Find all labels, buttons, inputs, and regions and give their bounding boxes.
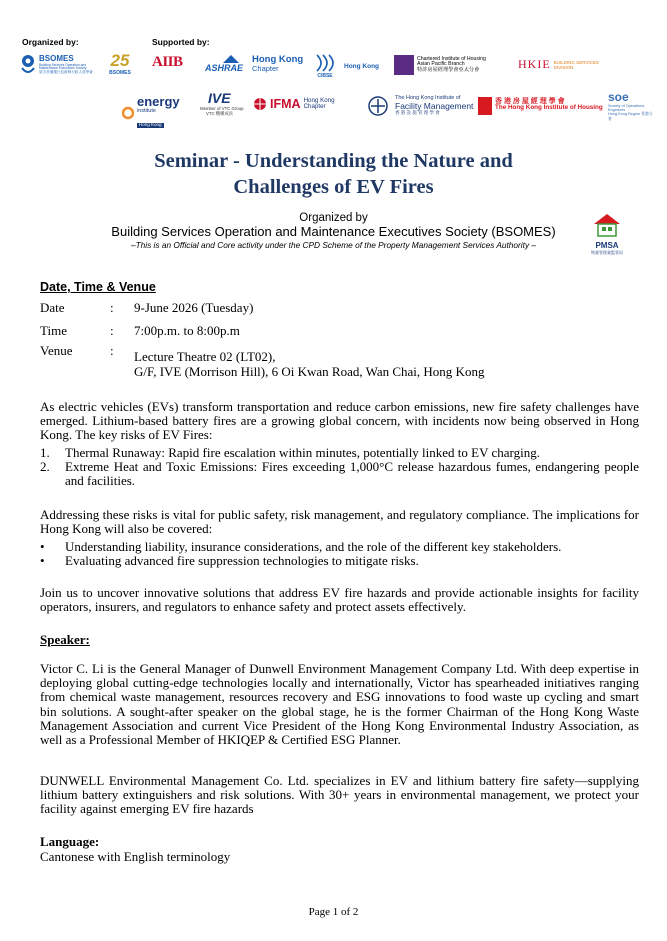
cibse-emblem-icon xyxy=(313,53,337,73)
ifma-chapter: Hong Kong xyxy=(303,96,335,104)
venue-section-heading: Date, Time & Venue xyxy=(40,280,156,294)
cih-logo xyxy=(394,55,486,75)
ifma-globe-icon xyxy=(253,97,267,111)
speaker-bio: Victor C. Li is the General Manager of Dunwell Environment Management Company Ltd. With deep expertise in deploying global cutting-edge technologies locally and internationally, Victor has spearheaded initiatives ranging from chemical waste management, resources recovery and ESG innovations to food waste up cycling and smart bin solutions. A sought-after speaker on the global stage, he is the former Chairman of the Hong Kong Waste Management Association and current Vice President of the Hong Kong Environmental Industry Association, as well as a Professional Member of HKIQEP & Certified ESG Planner. xyxy=(40,661,639,748)
cih-line1: Chartered Institute of Housing xyxy=(417,55,486,62)
ifma-logo xyxy=(253,97,335,111)
pmsa-cn: 物業管理業監管局 xyxy=(591,250,623,255)
ive-sub: Member of VTC Group xyxy=(200,106,244,111)
energy-name: energy xyxy=(137,94,180,109)
pmsa-logo xyxy=(586,213,628,256)
ashrae-logo xyxy=(205,55,303,73)
bsomes-emblem-icon xyxy=(20,54,36,76)
hkie-name: HKIE xyxy=(518,57,551,71)
organizer-name: Building Services Operation and Maintenance Executives Society (BSOMES) xyxy=(111,224,556,239)
hkih-line1: 香 港 房 屋 經 理 學 會 xyxy=(495,98,565,106)
company-paragraph: DUNWELL Environmental Management Co. Ltd. specializes in EV and lithium battery fire safety—supplying lithium battery extinguishers and risk solutions. With 30+ years in environmental management, we protect your facility against emerging EV fire hazards xyxy=(40,773,639,817)
bullet-marker: • xyxy=(40,553,45,569)
ashrae-triangle-icon xyxy=(213,55,249,63)
intro-paragraph: As electric vehicles (EVs) transform transportation and reduce carbon emissions, new fire safety challenges have emerged. Lithium-based battery fires are a growing global concern, with incidents now being observed in Hong Kong. The key risks of EV Fires: xyxy=(40,399,639,443)
cpd-note: –This is an Official and Core activity under the CPD Scheme of the Property Management Services Authority – xyxy=(130,240,537,250)
ifma-chapter2: Chapter xyxy=(303,103,326,110)
hkifm-line3: 香 港 設 施 管 理 學 會 xyxy=(395,109,440,115)
organized-by-label: Organized by: xyxy=(22,37,79,47)
hkifm-line2: Facility Management xyxy=(395,101,474,112)
risk-list xyxy=(40,446,639,489)
cih-emblem-icon xyxy=(394,55,414,75)
pmsa-house-icon xyxy=(593,213,621,237)
list-item xyxy=(40,446,639,460)
bsomes-25-logo xyxy=(106,52,134,76)
energy-sub: institute xyxy=(137,107,156,114)
list-item-text: Evaluating advanced fire suppression technologies to mitigate risks. xyxy=(65,553,419,569)
bsomes-sub-cn: 屋宇設備運行及維修行政人員學會 xyxy=(39,69,93,74)
bsomes-sub: Building Services Operation and Maintenance Executives Society xyxy=(39,62,87,71)
date-value: 9-June 2026 (Tuesday) xyxy=(134,300,254,315)
hkie-division: BUILDING SERVICES DIVISION xyxy=(553,59,599,70)
ifma-name: IFMA xyxy=(270,97,301,111)
venue-colon: : xyxy=(110,343,114,358)
pmsa-name: PMSA xyxy=(595,241,619,250)
list-item-text: Understanding liability, insurance considerations, and the role of the different key stakeholders. xyxy=(65,539,562,554)
hkih-logo xyxy=(478,97,603,115)
title-line-1: Seminar - Understanding the Nature and xyxy=(154,150,513,172)
list-marker: 1. xyxy=(40,445,50,460)
ive-name: IVE xyxy=(208,90,231,106)
soe-name: soe xyxy=(608,90,629,104)
aiib-logo xyxy=(152,54,183,71)
list-marker: 2. xyxy=(40,459,50,475)
organized-by-text: Organized by xyxy=(299,212,368,224)
soe-line1: Society of Operations Engineers xyxy=(608,104,645,112)
cibse-region: Hong Kong xyxy=(344,62,380,70)
list-item xyxy=(40,554,639,568)
date-colon: : xyxy=(110,300,114,315)
energy-institute-logo xyxy=(122,95,180,131)
list-item-text: Extreme Heat and Toxic Emissions: Fires exceeding 1,000°C release hazardous fumes, endangering people and facilities. xyxy=(65,459,639,489)
anniversary-sub: BSOMES xyxy=(109,70,131,76)
bsomes-name: BSOMES xyxy=(39,54,74,64)
speaker-heading: Speaker: xyxy=(40,632,90,647)
bsomes-logo xyxy=(20,54,104,76)
energy-swirl-icon xyxy=(122,106,134,120)
hkifm-emblem-icon xyxy=(364,96,392,116)
ashrae-name: ASHRAE xyxy=(205,63,244,73)
venue-value-line-1: Lecture Theatre 02 (LT02), xyxy=(134,349,276,364)
time-label: Time xyxy=(40,323,67,338)
language-heading: Language: xyxy=(40,834,100,849)
soe-logo xyxy=(608,90,656,122)
hkifm-logo xyxy=(364,96,473,116)
hkifm-line1: The Hong Kong Institute of xyxy=(395,95,461,102)
page-title xyxy=(0,148,667,200)
ive-sub2: VTC 機構成員 xyxy=(206,111,233,116)
hkih-line2: The Hong Kong Institute of Housing xyxy=(495,104,603,112)
page-number: Page 1 of 2 xyxy=(308,906,359,918)
ashrae-chapter2: Chapter xyxy=(252,64,279,74)
hkih-emblem-icon xyxy=(478,97,492,115)
ive-logo xyxy=(200,90,243,117)
cih-line2: Asian Pacific Branch xyxy=(417,61,465,68)
implications-list xyxy=(40,540,639,568)
list-item xyxy=(40,540,639,554)
date-label: Date xyxy=(40,300,65,315)
language-value: Cantonese with English terminology xyxy=(40,849,231,864)
aiib-name: AIIB xyxy=(152,54,183,70)
venue-value-line-2: G/F, IVE (Morrison Hill), 6 Oi Kwan Road, Wan Chai, Hong Kong xyxy=(134,364,485,379)
anniversary-number: 25 xyxy=(110,51,130,70)
cibse-name: CIBSE xyxy=(317,73,333,79)
cibse-logo xyxy=(313,53,379,79)
energy-region: Hong Kong xyxy=(139,122,162,128)
title-line-2: Challenges of EV Fires xyxy=(233,176,434,198)
time-value: 7:00p.m. to 8:00p.m xyxy=(134,323,240,338)
hkie-logo xyxy=(518,57,604,72)
addressing-paragraph: Addressing these risks is vital for public safety, risk management, and regulatory compliance. The implications for Hong Kong will also be covered: xyxy=(40,507,639,537)
bullet-marker: • xyxy=(40,539,45,554)
list-item xyxy=(40,460,639,488)
supported-by-label: Supported by: xyxy=(152,37,210,47)
join-paragraph: Join us to uncover innovative solutions that address EV fire hazards and provide actionable insights for facility operators, insurers, and regulators to enhance safety and protect assets effectively. xyxy=(40,585,639,615)
soe-line2: Hong Kong Region 香港分會 xyxy=(608,112,653,121)
list-item-text: Thermal Runaway: Rapid fire escalation within minutes, potentially linked to EV charging. xyxy=(65,445,540,460)
venue-label: Venue xyxy=(40,343,73,358)
time-colon: : xyxy=(110,323,114,338)
ashrae-chapter: Hong Kong xyxy=(252,54,304,66)
cih-line3: 特許房屋經理學會亞太分會 xyxy=(417,66,480,73)
